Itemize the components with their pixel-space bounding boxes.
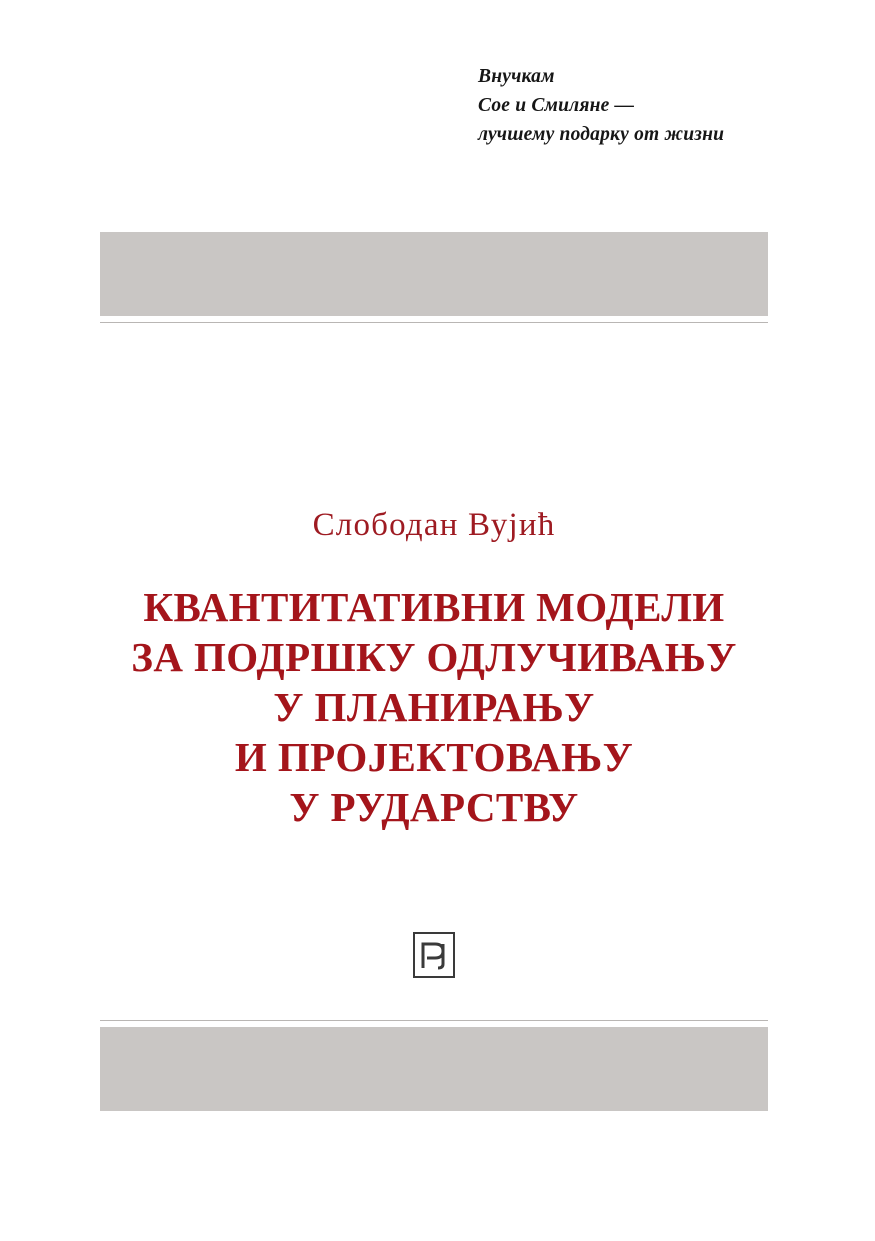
book-title-line-3: У ПЛАНИРАЊУ bbox=[273, 684, 595, 730]
publisher-logo-icon bbox=[413, 932, 455, 978]
title-inner bbox=[100, 507, 768, 1020]
dedication-line-1: Внучкам bbox=[478, 66, 555, 87]
dedication-line-3: лучшему подарку от жизни bbox=[478, 124, 725, 145]
title-block bbox=[100, 232, 768, 1111]
book-title-line-1: КВАНТИТАТИВНИ МОДЕЛИ bbox=[143, 584, 725, 630]
decorative-band-top bbox=[100, 232, 768, 316]
author-name: Слободан Вујић bbox=[312, 507, 556, 543]
logo-gap bbox=[100, 978, 768, 1020]
book-title-line-2: ЗА ПОДРШКУ ОДЛУЧИВАЊУ bbox=[131, 634, 737, 680]
divider-rule-top bbox=[100, 322, 768, 323]
dedication-block bbox=[478, 62, 808, 149]
dedication-line-2: Сое и Смиляне — bbox=[478, 95, 635, 116]
book-title-line-4: И ПРОЈЕКТОВАЊУ bbox=[234, 734, 634, 780]
book-title-line-5: У РУДАРСТВУ bbox=[289, 784, 579, 830]
book-title bbox=[100, 582, 768, 832]
decorative-band-bottom bbox=[100, 1027, 768, 1111]
